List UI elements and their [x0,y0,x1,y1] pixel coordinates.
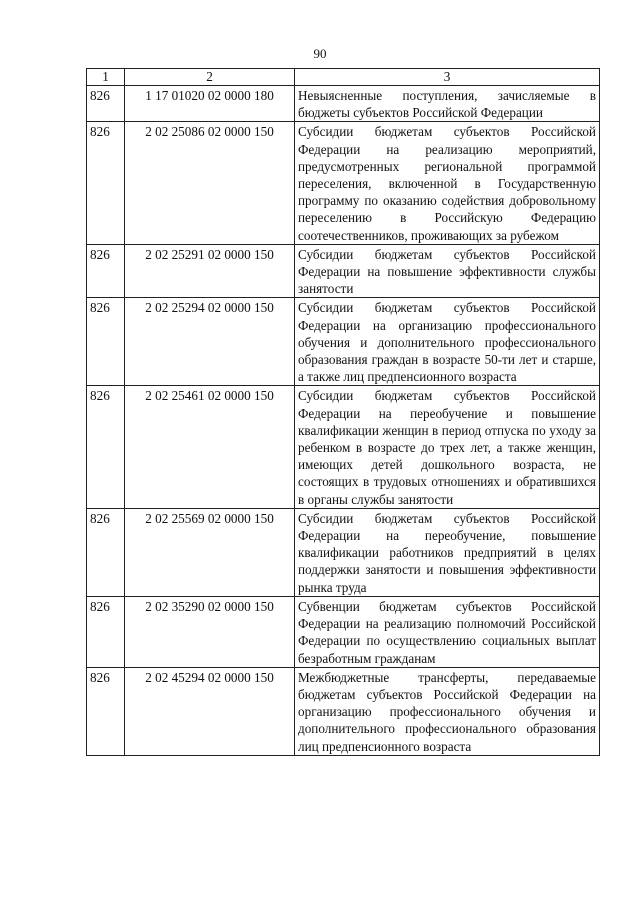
admin-code-cell: 826 [87,244,125,298]
description-cell: Субсидии бюджетам субъектов Российской Федерации на повышение эффективности службы занятости [295,244,600,298]
table-row [87,86,600,122]
description-cell: Межбюджетные трансферты, передаваемые бюджетам субъектов Российской Федерации на организацию профессионального обучения и дополнительного профессионального образования лиц предпенсионного возраста [295,667,600,755]
description-cell: Субсидии бюджетам субъектов Российской Федерации на организацию профессионального обучения и дополнительного профессионального образования граждан в возрасте 50-ти лет и старше, а также лиц предпенсионного возраста [295,298,600,386]
admin-code-cell: 826 [87,596,125,667]
kbk-code-cell: 2 02 25461 02 0000 150 [125,386,295,508]
table-header-row [87,69,600,86]
column-header-2: 2 [125,69,295,86]
column-header-1: 1 [87,69,125,86]
budget-classification-table [86,68,600,756]
kbk-code-cell: 2 02 45294 02 0000 150 [125,667,295,755]
table-row [87,122,600,244]
kbk-code-cell: 2 02 35290 02 0000 150 [125,596,295,667]
description-cell: Субсидии бюджетам субъектов Российской Федерации на переобучение и повышение квалификации женщин в период отпуска по уходу за ребенком в возрасте до трех лет, а также женщин, имеющих детей дошкольного возраста, не состоящих в трудовых отношениях и обратившихся в органы службы занятости [295,386,600,508]
description-cell: Субсидии бюджетам субъектов Российской Федерации на переобучение, повышение квалификации работников предприятий в целях поддержки занятости и повышения эффективности рынка труда [295,508,600,596]
kbk-code-cell: 2 02 25086 02 0000 150 [125,122,295,244]
admin-code-cell: 826 [87,298,125,386]
table-row [87,244,600,298]
column-header-3: 3 [295,69,600,86]
description-cell: Невыясненные поступления, зачисляемые в бюджеты субъектов Российской Федерации [295,86,600,122]
admin-code-cell: 826 [87,386,125,508]
admin-code-cell: 826 [87,508,125,596]
kbk-code-cell: 2 02 25291 02 0000 150 [125,244,295,298]
kbk-code-cell: 2 02 25294 02 0000 150 [125,298,295,386]
admin-code-cell: 826 [87,122,125,244]
admin-code-cell: 826 [87,86,125,122]
kbk-code-cell: 2 02 25569 02 0000 150 [125,508,295,596]
admin-code-cell: 826 [87,667,125,755]
table-row [87,298,600,386]
table-row [87,386,600,508]
table-row [87,667,600,755]
table-row [87,596,600,667]
page-number: 90 [313,46,327,61]
kbk-code-cell: 1 17 01020 02 0000 180 [125,86,295,122]
description-cell: Субвенции бюджетам субъектов Российской Федерации на реализацию полномочий Российской Федерации по осуществлению социальных выплат безработным гражданам [295,596,600,667]
table-row [87,508,600,596]
description-cell: Субсидии бюджетам субъектов Российской Федерации на реализацию мероприятий, предусмотренных региональной программой переселения, включенной в Государственную программу по оказанию содействия добровольному переселению в Российскую Федерацию соотечественников, проживающих за рубежом [295,122,600,244]
